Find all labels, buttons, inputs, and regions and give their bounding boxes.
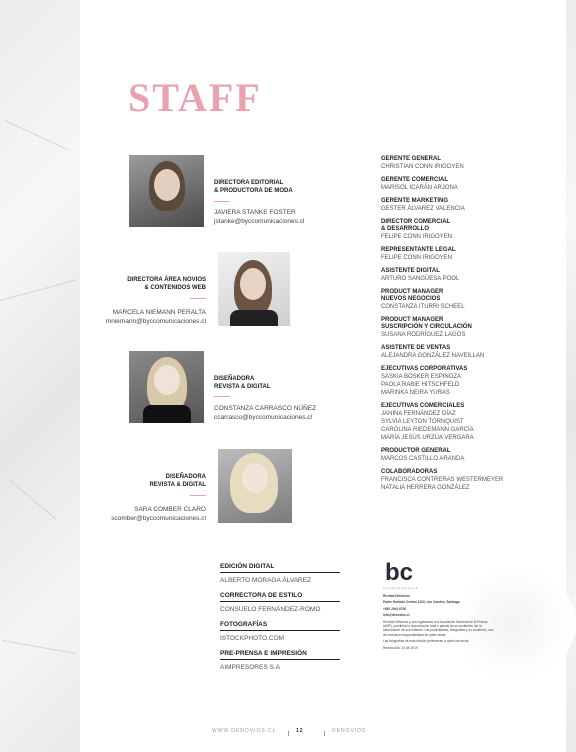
divider: [220, 601, 340, 602]
position-names: SUSANA RODRÍGUEZ LAGOS: [381, 332, 466, 338]
divider: [324, 731, 325, 736]
position-names: FELIPE CONN IRIGOYEN: [381, 255, 453, 261]
position-names: CONSTANZA ITURRI SCHEEL: [381, 304, 465, 310]
position-title: GERENTE MARKETING: [381, 198, 449, 204]
logo-text: bc: [385, 559, 414, 586]
divider: [220, 630, 340, 631]
bc-logo: [383, 558, 423, 586]
footer-website: WWW.DENOVIOS.CL: [212, 728, 277, 734]
staff-role: DIRECTORA ÁREA NOVIOS & CONTENIDOS WEB: [127, 277, 206, 291]
directory-entry: [381, 448, 511, 463]
credit-name: AIMPRESORES S.A: [220, 664, 280, 671]
marble-texture-left: [0, 0, 80, 752]
position-names: SASKIA BOSKER ESPINOZA PAOLA RABIE HITSCHFELD MARINKA NEIRA YURAS: [381, 374, 462, 396]
staff-role: DISEÑADORA REVISTA & DIGITAL: [214, 376, 271, 390]
directory-entry: [381, 469, 511, 492]
directory-entry: [381, 289, 511, 311]
credit-name: ISTOCKPHOTO.COM: [220, 635, 285, 642]
staff-directory: [381, 156, 511, 498]
position-title: GERENTE GENERAL: [381, 156, 442, 162]
divider: [220, 659, 340, 660]
position-names: JANINA FERNÁNDEZ DÍAZ SYLVIA LEYTON TORNQUIST CAROLINA RIEDEMANN GARCÍA MARÍA JESÚS URZÚA VERGARA: [381, 411, 474, 441]
directory-entry: [381, 268, 511, 283]
staff-name: CONSTANZA CARRASCO NÚÑEZ: [214, 405, 317, 412]
staff-photo: [218, 252, 290, 326]
staff-name: JAVIERA STANKE FOSTER: [214, 209, 296, 216]
staff-role: DISEÑADORA REVISTA & DIGITAL: [149, 474, 206, 488]
staff-name: MARCELA NIEMANN PERALTA: [112, 309, 206, 316]
staff-email: scomber@byccomunicaciones.cl: [111, 515, 206, 522]
info-line: Revista DeNovios y sus ingresados a la Asociación Nacional de la Prensa (ANP), prohibida la reproducción total o parcial de su contenido, sin la autorización de sus editores. Las publicidades, fotografías y su contenido, son de exclusiva responsabilidad de quien avisa.: [383, 619, 494, 637]
company-info: [383, 594, 495, 652]
credit-name: CONSUELO FERNÁNDEZ-ROMO: [220, 606, 321, 613]
divider: [220, 572, 340, 573]
staff-email: ccarrasco@byccomunicaciones.cl: [214, 414, 312, 421]
staff-photo: [129, 155, 204, 227]
directory-entry: [381, 177, 511, 192]
info-line: Revista DeNovios: [383, 594, 410, 598]
logo-subtitle: comunicaciones: [383, 586, 419, 590]
page-title: STAFF: [128, 75, 262, 120]
position-names: MARCOS CASTILLO ARANDA: [381, 456, 465, 462]
credit-title: PRE-PRENSA E IMPRESIÓN: [220, 650, 307, 657]
position-title: EJECUTIVAS CORPORATIVAS: [381, 366, 468, 372]
credit-title: FOTOGRAFÍAS: [220, 621, 268, 628]
position-names: ARTURO SANGÜESA POOL: [381, 276, 460, 282]
directory-entry: [381, 219, 511, 241]
staff-email: mniemann@byccomunicaciones.cl: [105, 318, 206, 325]
position-names: ALEJANDRA GONZÁLEZ NAVEILLAN: [381, 353, 485, 359]
position-names: GESTER ÁLVAREZ VALENCIA: [381, 206, 465, 212]
position-title: ASISTENTE DE VENTAS: [381, 345, 451, 351]
page-number: 12: [296, 728, 304, 734]
directory-entry: [381, 366, 511, 397]
staff-photo: [129, 351, 204, 423]
position-title: REPRESENTANTE LEGAL: [381, 247, 456, 253]
credit-name: ALBERTO MORAGA ÁLVAREZ: [220, 577, 311, 584]
directory-entry: [381, 156, 511, 171]
position-title: ASISTENTE DIGITAL: [381, 268, 440, 274]
info-line: Revista Año: 13 de 2019: [383, 645, 418, 650]
divider: [214, 201, 230, 202]
position-title: DIRECTOR COMERCIAL & DESARROLLO: [381, 219, 451, 232]
staff-photo: [218, 449, 292, 523]
directory-entry: [381, 345, 511, 360]
directory-entry: [381, 198, 511, 213]
staff-name: SARA COMBER CLARO: [134, 506, 206, 513]
directory-entry: [381, 317, 511, 339]
page-footer: [200, 728, 400, 738]
divider: [214, 396, 230, 397]
info-line: Padre Hurtado Central 1200, Las Condes, Santiago: [383, 600, 460, 605]
staff-email: jstanke@byccomunicaciones.cl: [214, 218, 305, 225]
credits-block: [220, 562, 350, 678]
position-names: CHRISTIAN CONN IRIGOYEN: [381, 164, 464, 170]
divider: [190, 495, 206, 496]
directory-entry: [381, 403, 511, 442]
position-title: PRODUCT MANAGER SUSCRIPCIÓN Y CIRCULACIÓN: [381, 317, 472, 330]
position-title: COLABORADORAS: [381, 469, 438, 475]
position-title: GERENTE COMERCIAL: [381, 177, 449, 183]
staff-role: DIRECTORA EDITORIAL & PRODUCTORA DE MODA: [214, 180, 293, 194]
position-names: FRANCISCA CONTRERAS WESTERMEYER NATALIA HERRERA GONZÁLEZ: [381, 477, 504, 491]
divider: [190, 298, 206, 299]
position-title: EJECUTIVAS COMERCIALES: [381, 403, 465, 409]
directory-entry: [381, 247, 511, 262]
info-line: +562 2944 6700: [383, 606, 407, 611]
info-line: Las fotografías de esta edición pertenecen a quien las envía.: [383, 639, 470, 644]
position-title: PRODUCTOR GENERAL: [381, 448, 451, 454]
divider: [288, 731, 289, 736]
footer-brand: DENOVIOS: [332, 728, 367, 734]
info-line: info@denovios.cl: [383, 613, 410, 618]
position-names: MARISOL ICARÁN ARJONA: [381, 185, 458, 191]
position-names: FELIPE CONN IRIGOYEN: [381, 234, 453, 240]
credit-title: EDICIÓN DIGITAL: [220, 563, 275, 570]
credit-title: CORRECTORA DE ESTILO: [220, 592, 303, 599]
position-title: PRODUCT MANAGER NUEVOS NEGOCIOS: [381, 289, 444, 302]
